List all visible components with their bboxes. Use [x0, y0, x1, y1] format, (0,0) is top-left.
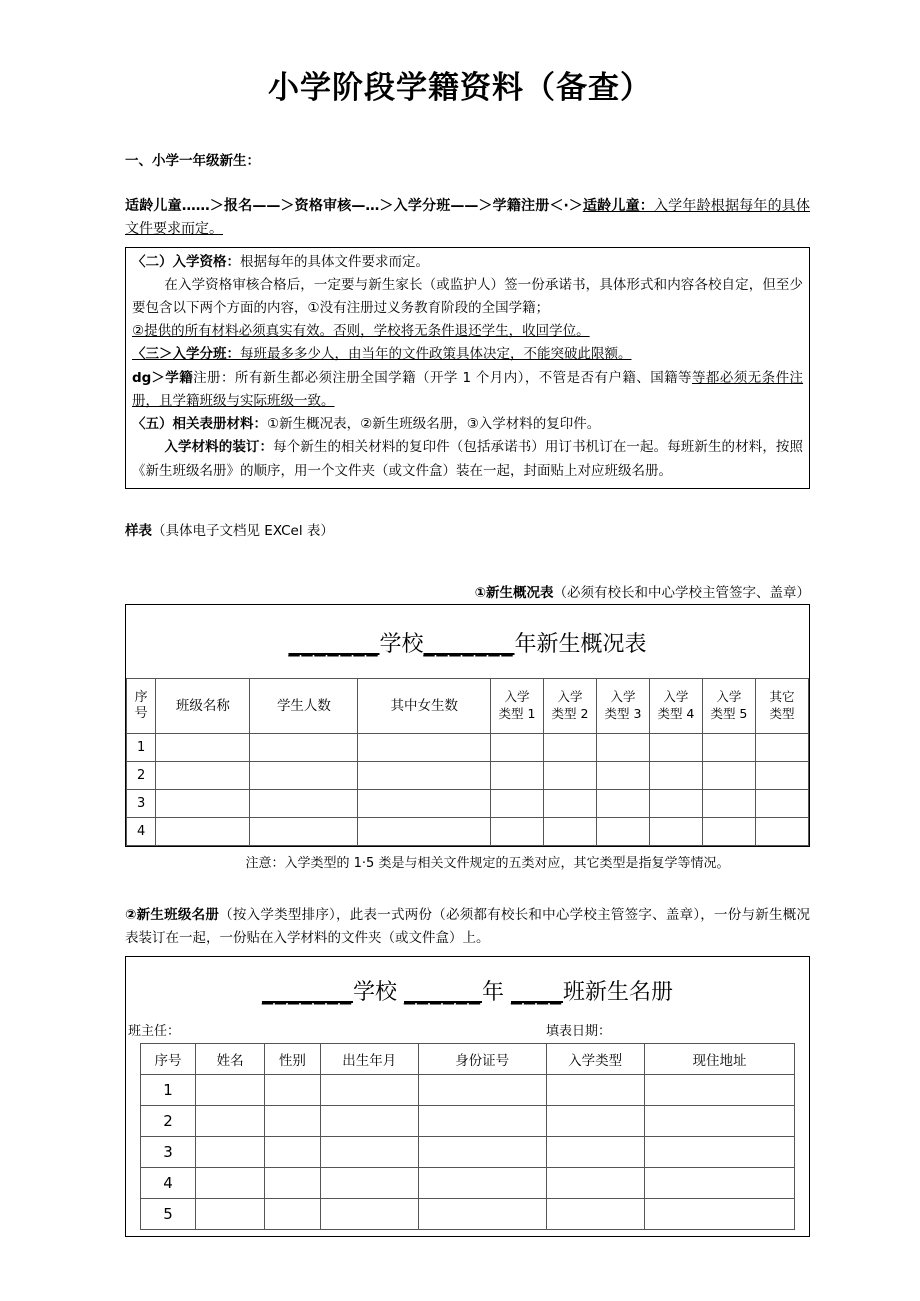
- table2-cell-gender[interactable]: [265, 1136, 321, 1167]
- table1-cell-type-5[interactable]: [702, 817, 755, 845]
- box-item-5-sub: [132, 436, 803, 482]
- table2-container: [125, 956, 810, 1237]
- roster-description-lead: ②新生班级名册: [125, 906, 220, 923]
- table1-cell-other-type[interactable]: [755, 817, 808, 845]
- table-row: [127, 789, 809, 817]
- table2-header-seq: 序号: [140, 1043, 196, 1074]
- table1-header-other-type: [755, 678, 808, 733]
- box-item-2: [132, 251, 803, 274]
- sample-label-rest: （具体电子文档见 EXCel 表）: [152, 522, 334, 539]
- regulations-box: [125, 247, 810, 489]
- table1-cell-type-4[interactable]: [649, 761, 702, 789]
- table1-title-tail: 年新生概况表: [514, 631, 647, 657]
- table2-title-tail: 班新生名册: [563, 979, 674, 1005]
- table1-cell-type-1[interactable]: [490, 789, 543, 817]
- table1-caption: [125, 581, 810, 601]
- table1-blank-year: _______: [423, 631, 515, 657]
- section-heading: 一、小学一年级新生：: [125, 153, 260, 169]
- table2-header-id-number: 身份证号: [418, 1043, 546, 1074]
- table1-cell-female-count[interactable]: [358, 761, 491, 789]
- table1-cell-type-5[interactable]: [702, 761, 755, 789]
- table1-cell-type-5[interactable]: [702, 733, 755, 761]
- table2-cell-gender[interactable]: [265, 1198, 321, 1229]
- table2-header-row: [140, 1043, 795, 1074]
- table1-header-type-5-l2: 类型 5: [710, 705, 748, 721]
- flow-bold-tail: 适龄儿童：: [582, 198, 654, 215]
- table2-cell-birth-date[interactable]: [320, 1074, 418, 1105]
- table2-cell-birth-date[interactable]: [320, 1105, 418, 1136]
- table2-cell-address[interactable]: [644, 1074, 795, 1105]
- flow-underline-text: 入学年龄根据每年的具体文件要求而定。: [125, 198, 811, 237]
- table2-cell-admission-type[interactable]: [546, 1198, 644, 1229]
- table2-cell-admission-type[interactable]: [546, 1136, 644, 1167]
- table2-cell-address[interactable]: [644, 1105, 795, 1136]
- table2-cell-birth-date[interactable]: [320, 1167, 418, 1198]
- table1-cell-student-count[interactable]: [250, 761, 358, 789]
- table1-cell-type-1[interactable]: [490, 733, 543, 761]
- box-item-5-sub-label: 入学材料的装订：: [164, 439, 274, 456]
- table2-cell-birth-date[interactable]: [320, 1136, 418, 1167]
- table1-header-type-3: [596, 678, 649, 733]
- table2-cell-gender[interactable]: [265, 1167, 321, 1198]
- table2-cell-admission-type[interactable]: [546, 1167, 644, 1198]
- table1-cell-type-2[interactable]: [543, 789, 596, 817]
- table1-row-index: 4: [127, 817, 156, 845]
- sample-label-bold: 样表: [125, 522, 152, 539]
- table2-meta-row: [126, 1020, 809, 1043]
- table2-cell-address[interactable]: [644, 1136, 795, 1167]
- table1-caption-rest: （必须有校长和中心学校主管签字、盖章）: [553, 584, 810, 601]
- box-item-5: [132, 413, 803, 436]
- box-item-2-para-b: ②提供的所有材料必须真实有效。否则，学校将无条件退还学生，收回学位。: [132, 323, 590, 340]
- table1-blank-school: _______: [288, 631, 380, 657]
- sample-form-label: [125, 519, 810, 539]
- table2-header-name: 姓名: [196, 1043, 265, 1074]
- table2-cell-id-number[interactable]: [418, 1198, 546, 1229]
- table2-head-teacher-label: 班主任：: [128, 1023, 181, 1039]
- box-item-3-text: 每班最多多少人，由当年的文件政策具体决定，不能突破此限额。: [240, 346, 632, 363]
- box-item-4-text-b: 等都必须无条件注册，且学籍班级与实际班级一致。: [132, 369, 804, 409]
- table-row: [140, 1074, 795, 1105]
- box-item-5-text: ①新生概况表，②新生班级名册，③入学材料的复印件。: [267, 416, 601, 433]
- table1-header-type-1-l1: 入学: [504, 688, 530, 704]
- table2-blank-year: ______: [403, 979, 482, 1005]
- table2-cell-admission-type[interactable]: [546, 1105, 644, 1136]
- box-item-2-text: 根据每年的具体文件要求而定。: [240, 253, 429, 270]
- table1-school-word: 学校: [379, 631, 424, 657]
- table-row: [140, 1198, 795, 1229]
- flow-main-text: 适龄儿童……＞报名——＞资格审核—…＞入学分班——＞学籍注册＜·＞: [125, 198, 583, 215]
- table2-row-index: 5: [140, 1198, 196, 1229]
- table1-cell-female-count[interactable]: [358, 733, 491, 761]
- table1-cell-type-1[interactable]: [490, 761, 543, 789]
- table2-row-index: 3: [140, 1136, 196, 1167]
- table1-container: [125, 604, 810, 847]
- table1-header-class-name: 班级名称: [156, 678, 250, 733]
- table1-cell-other-type[interactable]: [755, 789, 808, 817]
- table2-cell-gender[interactable]: [265, 1074, 321, 1105]
- table1-cell-type-3[interactable]: [596, 789, 649, 817]
- table1-title: [126, 605, 809, 678]
- table1-header-seq: [127, 678, 156, 733]
- table1-header-seq-l2: 号: [134, 705, 148, 721]
- table-row: [140, 1136, 795, 1167]
- table1-cell-class-name[interactable]: [156, 817, 250, 845]
- table1-cell-class-name[interactable]: [156, 789, 250, 817]
- table2-cell-address[interactable]: [644, 1167, 795, 1198]
- table1-header-type-2-l1: 入学: [557, 688, 583, 704]
- table2-cell-name[interactable]: [196, 1105, 265, 1136]
- table1-header-type-5: [702, 678, 755, 733]
- table2-cell-admission-type[interactable]: [546, 1074, 644, 1105]
- box-item-5-sub-text: 每个新生的相关材料的复印件（包括承诺书）用订书机订在一起。每班新生的材料，按照《新生班级名册》的顺序，用一个文件夹（或文件盒）装在一起，封面贴上对应班级名册。: [132, 439, 804, 479]
- table1-header-type-4-l2: 类型 4: [657, 705, 695, 721]
- table2-row-index: 4: [140, 1167, 196, 1198]
- table2-header-birth-date: 出生年月: [320, 1043, 418, 1074]
- table1-header-type-2: [543, 678, 596, 733]
- table1-cell-type-3[interactable]: [596, 733, 649, 761]
- table-row: [140, 1105, 795, 1136]
- table1-cell-female-count[interactable]: [358, 789, 491, 817]
- table2-cell-id-number[interactable]: [418, 1136, 546, 1167]
- table2-header-gender: 性别: [265, 1043, 321, 1074]
- table2-cell-name[interactable]: [196, 1074, 265, 1105]
- table1-header-other-l2: 类型: [769, 705, 795, 721]
- table1-cell-type-4[interactable]: [649, 733, 702, 761]
- table1-cell-other-type[interactable]: [755, 733, 808, 761]
- table1-header-type-3-l2: 类型 3: [604, 705, 642, 721]
- box-item-4-text-a: 注册：所有新生都必须注册全国学籍（开学 1 个月内），不管是否有户籍、国籍等: [193, 369, 692, 386]
- table1-header-type-4: [649, 678, 702, 733]
- table1-cell-student-count[interactable]: [250, 789, 358, 817]
- roster-description-text: （按入学类型排序），此表一式两份（必须都有校长和中心学校主管签字、盖章），一份与新生概况表装订在一起，一份贴在入学材料的文件夹（或文件盒）上。: [125, 906, 810, 946]
- table2-row-index: 1: [140, 1074, 196, 1105]
- table1-cell-type-1[interactable]: [490, 817, 543, 845]
- box-item-4: [132, 367, 803, 413]
- roster-description-paragraph: [125, 904, 810, 950]
- box-item-2-para-a: 在入学资格审核合格后，一定要与新生家长（或监护人）签一份承诺书，具体形式和内容各校自定，但至少要包含以下两个方面的内容，①没有注册过义务教育阶段的全国学籍；: [132, 276, 803, 317]
- box-item-5-label: 〈五）相关表册材料：: [132, 416, 267, 433]
- table2-year-word: 年: [481, 979, 504, 1005]
- document-body: [0, 151, 920, 1237]
- table2-cell-name[interactable]: [196, 1198, 265, 1229]
- table1-cell-student-count[interactable]: [250, 733, 358, 761]
- table-row: [140, 1167, 795, 1198]
- table1-header-type-3-l1: 入学: [610, 688, 636, 704]
- table2-fill-date-label: 填表日期：: [546, 1023, 612, 1039]
- table1-header-type-2-l2: 类型 2: [551, 705, 589, 721]
- freshman-overview-table: [126, 678, 809, 846]
- table2-cell-name[interactable]: [196, 1136, 265, 1167]
- box-item-3-label: 〈三＞入学分班：: [132, 346, 240, 363]
- freshman-roster-table: [140, 1043, 796, 1230]
- table1-cell-type-4[interactable]: [649, 817, 702, 845]
- table2-blank-class: ____: [511, 979, 563, 1005]
- table1-cell-class-name[interactable]: [156, 733, 250, 761]
- table1-cell-type-3[interactable]: [596, 817, 649, 845]
- table1-cell-type-2[interactable]: [543, 733, 596, 761]
- table1-cell-type-2[interactable]: [543, 817, 596, 845]
- table1-cell-type-2[interactable]: [543, 761, 596, 789]
- table2-header-address: 现住地址: [644, 1043, 795, 1074]
- box-item-4-label: dg＞学籍: [132, 369, 194, 386]
- table2-cell-id-number[interactable]: [418, 1105, 546, 1136]
- table1-header-other-l1: 其它: [769, 688, 795, 704]
- table1-cell-other-type[interactable]: [755, 761, 808, 789]
- table-row: [127, 733, 809, 761]
- table2-row-index: 2: [140, 1105, 196, 1136]
- table1-row-index: 1: [127, 733, 156, 761]
- table2-school-word: 学校: [352, 979, 397, 1005]
- table-row: [127, 761, 809, 789]
- table1-cell-type-4[interactable]: [649, 789, 702, 817]
- table2-cell-id-number[interactable]: [418, 1167, 546, 1198]
- table1-cell-female-count[interactable]: [358, 817, 491, 845]
- table1-note: 注意：入学类型的 1·5 类是与相关文件规定的五类对应，其它类型是指复学等情况。: [245, 855, 730, 871]
- table1-row-index: 2: [127, 761, 156, 789]
- table-row: [127, 817, 809, 845]
- table1-caption-bold: ①新生概况表: [474, 584, 554, 601]
- table2-cell-name[interactable]: [196, 1167, 265, 1198]
- table2-blank-school: _______: [261, 979, 353, 1005]
- table1-cell-type-3[interactable]: [596, 761, 649, 789]
- table1-header-student-count: 学生人数: [250, 678, 358, 733]
- table2-cell-id-number[interactable]: [418, 1074, 546, 1105]
- page-title: 小学阶段学籍资料（备查）: [268, 70, 652, 106]
- enrollment-flow-line: [125, 195, 810, 240]
- box-item-2-label: 〈二）入学资格：: [132, 253, 240, 270]
- table1-row-index: 3: [127, 789, 156, 817]
- table2-header-admission-type: 入学类型: [546, 1043, 644, 1074]
- table2-cell-address[interactable]: [644, 1198, 795, 1229]
- table1-header-seq-l1: 序: [134, 690, 148, 706]
- table1-cell-student-count[interactable]: [250, 817, 358, 845]
- table1-header-type-5-l1: 入学: [716, 688, 742, 704]
- table1-header-female-count: 其中女生数: [358, 678, 491, 733]
- table1-header-type-1-l2: 类型 1: [498, 705, 536, 721]
- box-item-3: [132, 343, 803, 366]
- table1-cell-class-name[interactable]: [156, 761, 250, 789]
- table2-cell-birth-date[interactable]: [320, 1198, 418, 1229]
- table2-cell-gender[interactable]: [265, 1105, 321, 1136]
- table1-header-row: [127, 678, 809, 733]
- table1-header-type-1: [490, 678, 543, 733]
- table1-header-type-4-l1: 入学: [663, 688, 689, 704]
- table1-cell-type-5[interactable]: [702, 789, 755, 817]
- table2-title: [126, 957, 809, 1020]
